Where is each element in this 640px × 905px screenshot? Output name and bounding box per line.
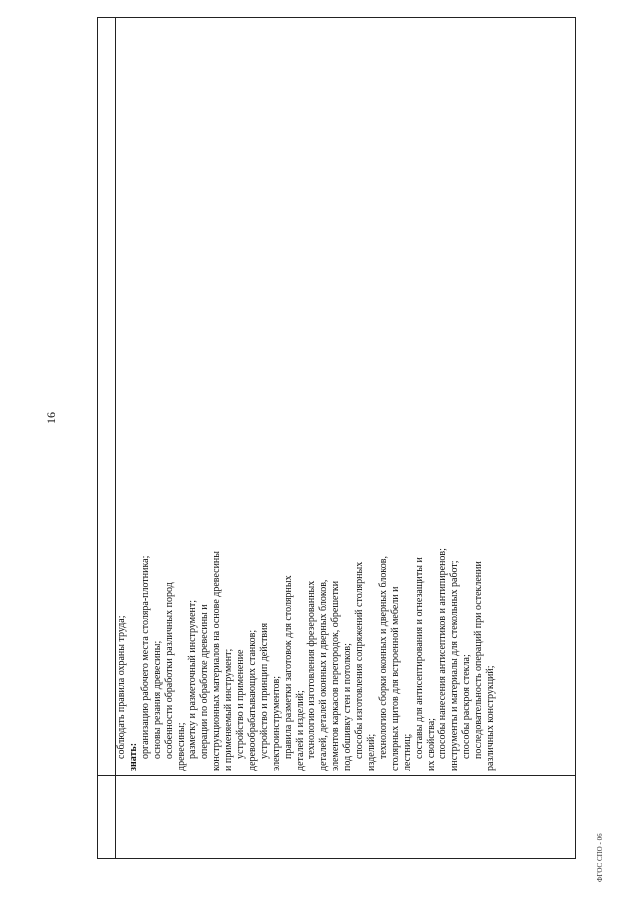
text-line: основы резания древесины;	[151, 640, 163, 759]
text-line: элементов каркасов перегородок, обрешетки	[330, 580, 342, 771]
text-line: особенности обработки различных пород	[163, 582, 175, 759]
text-line: соблюдать правила охраны труда;	[115, 615, 127, 759]
page-number: 16	[44, 412, 58, 424]
text-line: способы нанесения антисептиков и антипиренов;	[437, 548, 449, 759]
text-line: разметку и разметочный инструмент;	[187, 599, 199, 759]
text-line: операции по обработке древесины и	[199, 604, 211, 759]
text-line: деталей, деталей оконных и дверных блоков,	[318, 579, 330, 771]
knowledge-list-cell	[116, 18, 575, 775]
text-line: электроинструментов;	[270, 676, 282, 771]
table-cell-empty-left	[116, 775, 575, 858]
text-line: изделий;	[366, 733, 377, 771]
table-row	[116, 18, 575, 858]
text-line: технологию сборки оконных и дверных блоков,	[377, 556, 389, 759]
table-cell	[98, 775, 115, 858]
competency-table	[97, 17, 576, 859]
text-line: правила разметки заготовок для столярных	[282, 575, 294, 759]
text-line: их свойства;	[425, 718, 437, 771]
text-line: конструкционных материалов на основе древесины	[211, 551, 223, 771]
text-line: древесины;	[175, 722, 187, 771]
text-line: устройство и применение	[235, 649, 247, 759]
text-line: устройство и принцип действия	[258, 622, 270, 759]
table-cell	[98, 18, 115, 775]
text-line: последовательность операций при остеклении	[473, 561, 485, 759]
text-line: и применяемый инструмент;	[223, 648, 235, 771]
text-line: знать:	[127, 742, 139, 771]
text-line: составы для антисептирования и огнезащиты и	[413, 557, 425, 759]
text-line: столярных щитов для встроенной мебели и	[389, 586, 401, 771]
text-line: способы раскроя стекла;	[461, 654, 473, 759]
text-line: лестниц;	[401, 733, 413, 771]
text-line: инструменты и материалы для стекольных работ;	[449, 560, 461, 771]
text-line: под обшивку стен и потолков;	[342, 643, 354, 771]
text-line: различных конструкций;	[485, 665, 497, 771]
text-line: организацию рабочего места столяра-плотника;	[139, 555, 151, 759]
footer-stamp: ФГОС СПО - 06	[596, 833, 604, 882]
text-line: способы изготовления сопряжений столярных	[354, 561, 366, 759]
text-line: технологию изготовления фрезерованных	[306, 580, 318, 759]
table-top-row	[98, 18, 116, 858]
text-line: деревообрабатывающих станков;	[246, 629, 258, 771]
text-line: деталей и изделий;	[294, 690, 306, 771]
